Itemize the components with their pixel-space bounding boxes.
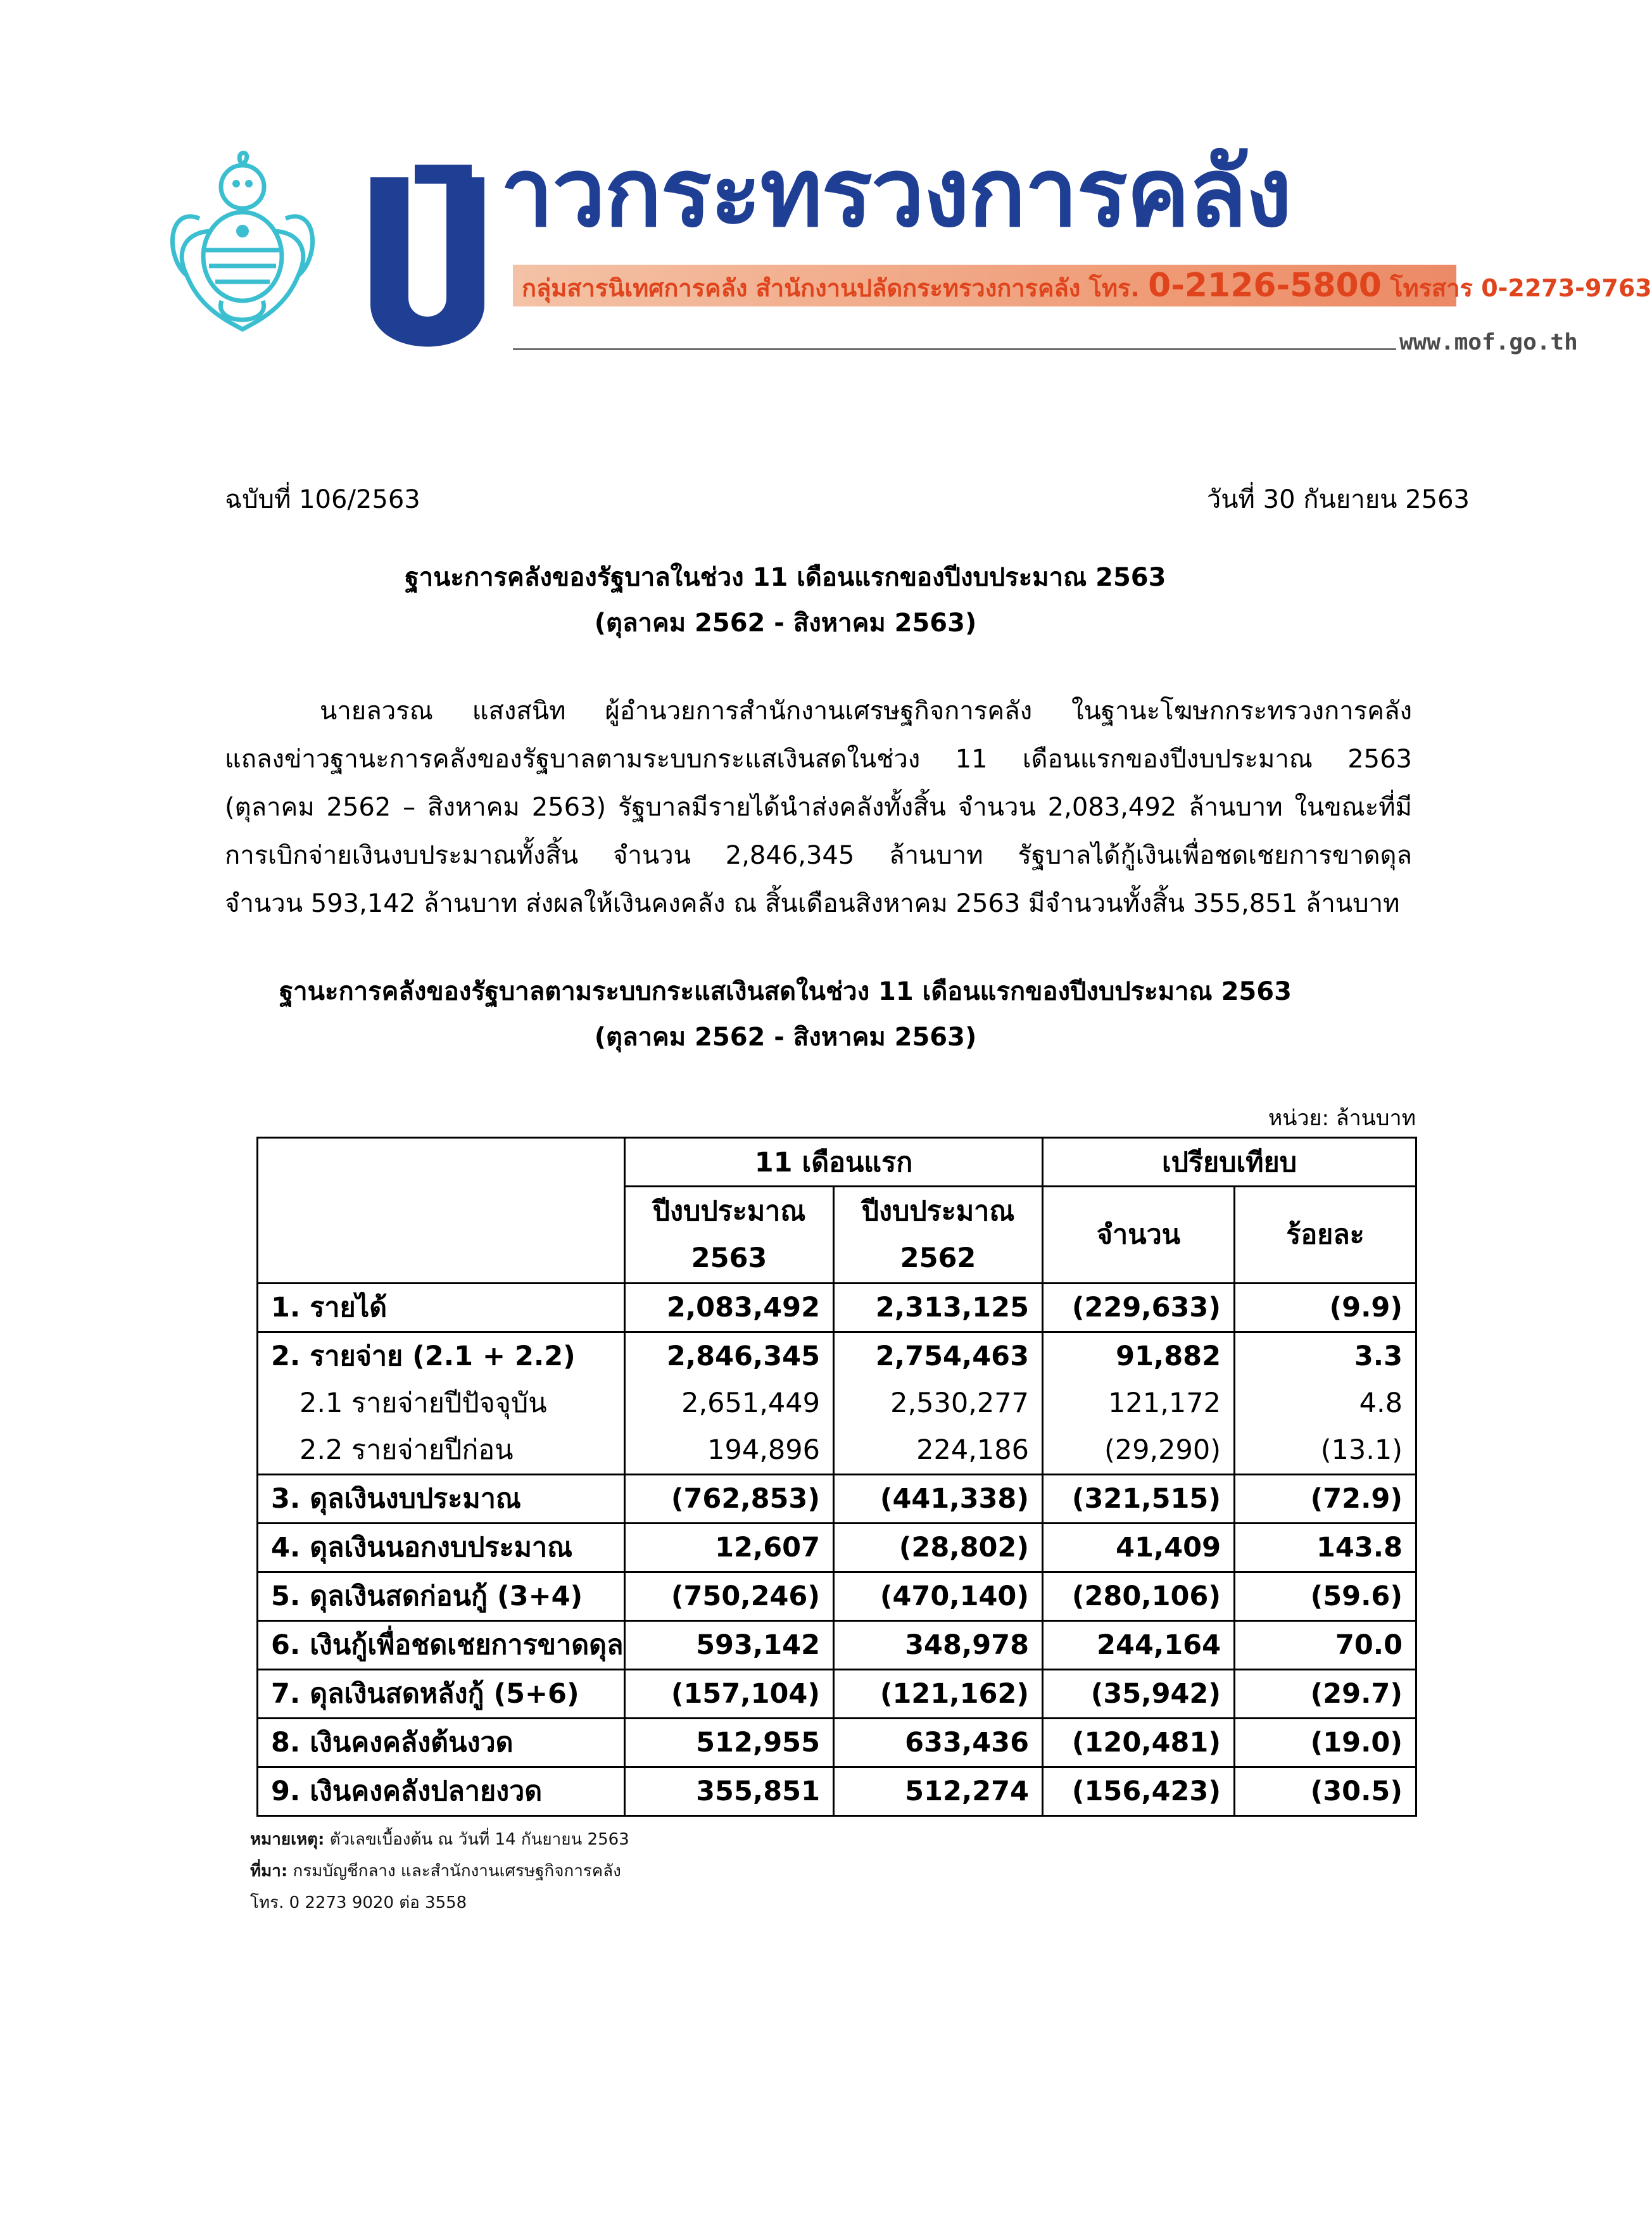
header-percent: ร้อยละ (1235, 1187, 1416, 1284)
issue-number: ฉบับที่ 106/2563 (225, 485, 420, 514)
table-row (258, 1621, 1416, 1670)
table-row (258, 1284, 1416, 1332)
row-label: 9. เงินคงคลังปลายงวด (258, 1767, 625, 1816)
masthead-rule (513, 348, 1396, 350)
fiscal-table (256, 1137, 1417, 1817)
header-compare: เปรียบเทียบ (1043, 1138, 1416, 1187)
table-title (0, 969, 1571, 1060)
page-title-line1: ฐานะการคลังของรัฐบาลในช่วง 11 เดือนแรกของปีงบประมาณ 2563 (405, 563, 1166, 592)
cell-amount: 91,882 (1043, 1332, 1235, 1380)
cell-fy2563: 512,955 (625, 1719, 834, 1767)
cell-amount: 41,409 (1043, 1524, 1235, 1572)
cell-fy2562: (470,140) (834, 1572, 1043, 1621)
header-fy2563-line1: ปีงบประมาณ (652, 1196, 806, 1227)
cell-fy2563: (750,246) (625, 1572, 834, 1621)
cell-percent: (9.9) (1235, 1284, 1416, 1332)
cell-amount: (229,633) (1043, 1284, 1235, 1332)
issue-date: วันที่ 30 กันยายน 2563 (1206, 485, 1470, 514)
cell-percent: (59.6) (1235, 1572, 1416, 1621)
cell-fy2562: (441,338) (834, 1475, 1043, 1524)
cell-fy2562: 633,436 (834, 1719, 1043, 1767)
contact-fax: โทรสาร 0-2273-9763 (1390, 274, 1652, 302)
row-label: 6. เงินกู้เพื่อชดเชยการขาดดุล (258, 1621, 625, 1670)
unit-label: หน่วย: ล้านบาท (1268, 1106, 1416, 1131)
masthead-title: าวกระทรวงการคลัง (500, 138, 1291, 248)
cell-amount: (29,290) (1043, 1427, 1235, 1475)
row-label: 4. ดุลเงินนอกงบประมาณ (258, 1524, 625, 1572)
cell-amount: 121,172 (1043, 1380, 1235, 1427)
contact-phone: 0-2126-5800 (1148, 267, 1382, 305)
page-title (0, 555, 1571, 646)
cell-amount: (35,942) (1043, 1670, 1235, 1719)
cell-percent: 70.0 (1235, 1621, 1416, 1670)
cell-fy2563: 355,851 (625, 1767, 834, 1816)
cell-percent: 143.8 (1235, 1524, 1416, 1572)
source-text: กรมบัญชีกลาง และสำนักงานเศรษฐกิจการคลัง (293, 1862, 621, 1881)
contact-text: กลุ่มสารนิเทศการคลัง สำนักงานปลัดกระทรวงการคลัง โทร. (522, 274, 1140, 302)
cell-fy2563: 593,142 (625, 1621, 834, 1670)
row-label: 8. เงินคงคลังต้นงวด (258, 1719, 625, 1767)
header-blank (258, 1138, 625, 1284)
cell-fy2562: 2,754,463 (834, 1332, 1043, 1380)
table-row (258, 1380, 1416, 1427)
cell-amount: (156,423) (1043, 1767, 1235, 1816)
cell-fy2562: 2,530,277 (834, 1380, 1043, 1427)
masthead-big-glyph (364, 171, 491, 351)
cell-fy2563: (157,104) (625, 1670, 834, 1719)
table-row (258, 1670, 1416, 1719)
cell-fy2563: 12,607 (625, 1524, 834, 1572)
cell-percent: 4.8 (1235, 1380, 1416, 1427)
cell-fy2563: 194,896 (625, 1427, 834, 1475)
garuda-emblem-icon (161, 149, 323, 332)
body-line: จำนวน 593,142 ล้านบาท ส่งผลให้เงินคงคลัง ณ สิ้นเดือนสิงหาคม 2563 มีจำนวนทั้งสิ้น 355,851 ล้านบาท (225, 889, 1400, 918)
header-fy2562-line2: 2562 (900, 1242, 976, 1274)
cell-percent: (72.9) (1235, 1475, 1416, 1524)
masthead-contact-bar (513, 265, 1652, 306)
table-row (258, 1524, 1416, 1572)
remark-text: ตัวเลขเบื้องต้น ณ วันที่ 14 กันยายน 2563 (329, 1830, 629, 1849)
row-label: 2. รายจ่าย (2.1 + 2.2) (258, 1332, 625, 1380)
row-label: 1. รายได้ (258, 1284, 625, 1332)
table-header-row (258, 1138, 1416, 1187)
cell-percent: (19.0) (1235, 1719, 1416, 1767)
header-11-months: 11 เดือนแรก (625, 1138, 1043, 1187)
source-label: ที่มา: (250, 1862, 288, 1881)
table-row (258, 1572, 1416, 1621)
website-url[interactable]: www.mof.go.th (1399, 329, 1578, 355)
masthead (158, 101, 1652, 367)
header-fy2562 (834, 1187, 1043, 1284)
cell-fy2562: 348,978 (834, 1621, 1043, 1670)
row-label: 2.2 รายจ่ายปีก่อน (258, 1427, 625, 1475)
cell-amount: 244,164 (1043, 1621, 1235, 1670)
header-amount: จำนวน (1043, 1187, 1235, 1284)
cell-fy2562: 512,274 (834, 1767, 1043, 1816)
header-fy2562-line1: ปีงบประมาณ (861, 1196, 1015, 1227)
footnotes (250, 1824, 629, 1919)
source-line (250, 1855, 629, 1887)
table-row (258, 1767, 1416, 1816)
row-label: 3. ดุลเงินงบประมาณ (258, 1475, 625, 1524)
masthead-glyph-shape (364, 171, 491, 351)
cell-fy2562: 224,186 (834, 1427, 1043, 1475)
table-row (258, 1475, 1416, 1524)
body-line: นายลวรณ แสงสนิท ผู้อำนวยการสำนักงานเศรษฐกิจการคลัง ในฐานะโฆษกกระทรวงการคลัง (320, 697, 1412, 726)
cell-percent: 3.3 (1235, 1332, 1416, 1380)
row-label: 5. ดุลเงินสดก่อนกู้ (3+4) (258, 1572, 625, 1621)
remark-line (250, 1824, 629, 1855)
cell-percent: (29.7) (1235, 1670, 1416, 1719)
cell-fy2563: 2,651,449 (625, 1380, 834, 1427)
header-fy2563 (625, 1187, 834, 1284)
body-line: (ตุลาคม 2562 – สิงหาคม 2563) รัฐบาลมีรายได้นำส่งคลังทั้งสิ้น จำนวน 2,083,492 ล้านบาท ในขณะที่มี (225, 793, 1412, 822)
body-line: แถลงข่าวฐานะการคลังของรัฐบาลตามระบบกระแสเงินสดในช่วง 11 เดือนแรกของปีงบประมาณ 2563 (225, 745, 1412, 774)
table-row (258, 1427, 1416, 1475)
page-title-line2: (ตุลาคม 2562 - สิงหาคม 2563) (594, 609, 977, 638)
body-paragraph (225, 687, 1412, 928)
row-label: 2.1 รายจ่ายปีปัจจุบัน (258, 1380, 625, 1427)
cell-fy2562: (28,802) (834, 1524, 1043, 1572)
cell-percent: (13.1) (1235, 1427, 1416, 1475)
cell-fy2562: (121,162) (834, 1670, 1043, 1719)
cell-fy2563: (762,853) (625, 1475, 834, 1524)
contact-phone-line: โทร. 0 2273 9020 ต่อ 3558 (250, 1893, 467, 1912)
cell-amount: (280,106) (1043, 1572, 1235, 1621)
cell-amount: (321,515) (1043, 1475, 1235, 1524)
cell-fy2563: 2,083,492 (625, 1284, 834, 1332)
table-title-line1: ฐานะการคลังของรัฐบาลตามระบบกระแสเงินสดในช่วง 11 เดือนแรกของปีงบประมาณ 2563 (279, 977, 1292, 1006)
remark-label: หมายเหตุ: (250, 1830, 325, 1849)
table-title-line2: (ตุลาคม 2562 - สิงหาคม 2563) (594, 1023, 977, 1052)
cell-percent: (30.5) (1235, 1767, 1416, 1816)
table-row (258, 1719, 1416, 1767)
cell-fy2562: 2,313,125 (834, 1284, 1043, 1332)
cell-fy2563: 2,846,345 (625, 1332, 834, 1380)
header-fy2563-line2: 2563 (691, 1242, 767, 1274)
cell-amount: (120,481) (1043, 1719, 1235, 1767)
body-line: การเบิกจ่ายเงินงบประมาณทั้งสิ้น จำนวน 2,846,345 ล้านบาท รัฐบาลได้กู้เงินเพื่อชดเชยการขาดดุล (225, 841, 1412, 870)
row-label: 7. ดุลเงินสดหลังกู้ (5+6) (258, 1670, 625, 1719)
table-row (258, 1332, 1416, 1380)
